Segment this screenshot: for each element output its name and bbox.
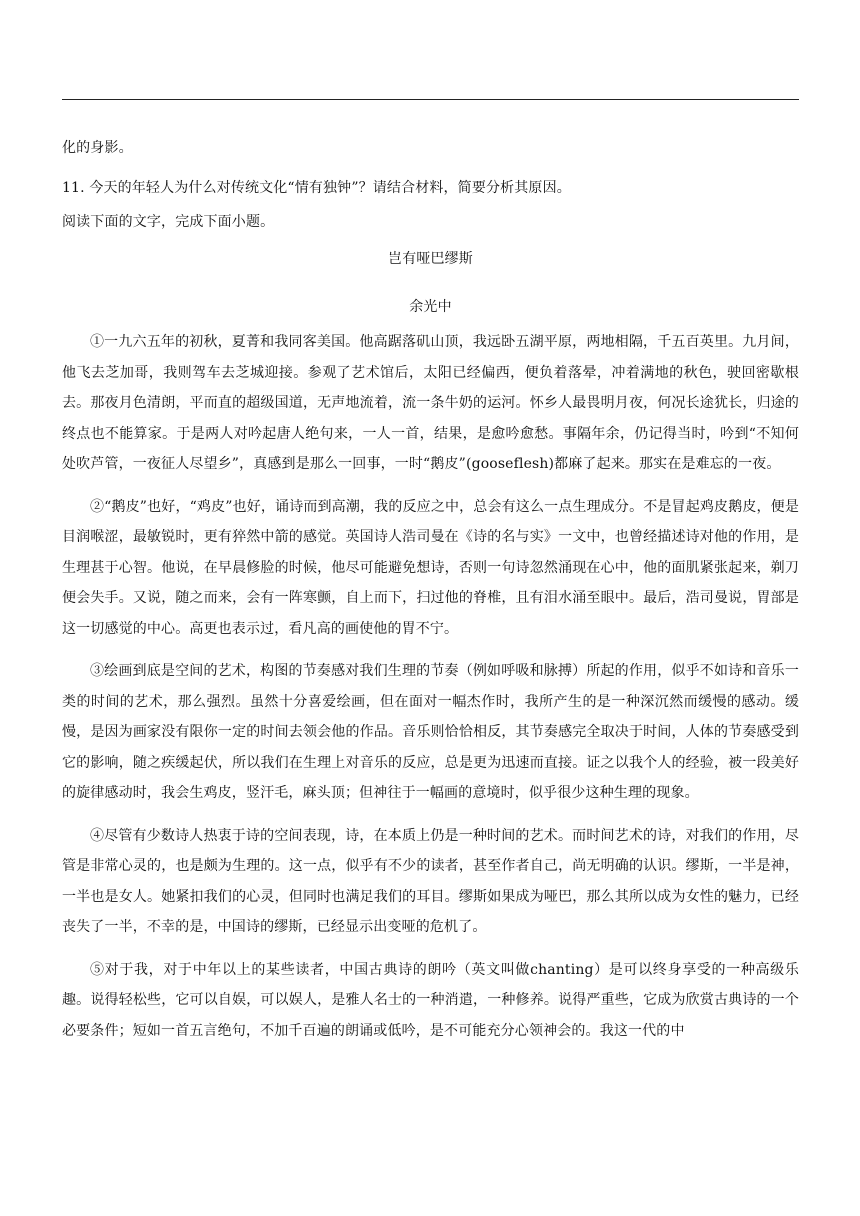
article-author: 余光中 — [409, 299, 452, 315]
reading-instruction: 阅读下面的文字，完成下面小题。 — [62, 214, 275, 230]
paragraph-3: ③绘画到底是空间的艺术，构图的节奏感对我们生理的节奏（例如呼吸和脉搏）所起的作用，似乎不如诗和音乐一类的时间的艺术，那么强烈。虽然十分喜爱绘画，但在面对一幅杰作时，我所产生的是一种深沉然而缓慢的感动。缓慢，是因为画家没有限你一定的时间去领会他的作品。音乐则恰恰相反，其节奏感完全取决于时间，人体的节奏感受到它的影响，随之疾缓起伏，所以我们在生理上对音乐的反应，总是更为迅速而直接。证之以我个人的经验，被一段美好的旋律感动时，我会生鸡皮，竖汗毛，麻头顶；但神往于一幅画的意境时，似乎很少这种生理的现象。 — [62, 663, 799, 801]
continued-text: 化的身影。 — [62, 140, 133, 156]
paragraph-1: ①一九六五年的初秋，夏菁和我同客美国。他高踞落矶山顶，我远卧五湖平原，两地相隔，千五百英里。九月间，他飞去芝加哥，我则驾车去芝城迎接。参观了艺术馆后，太阳已经偏西，便负着落晕，冲着满地的秋色，驶回密歇根去。那夜月色清朗，平而直的超级国道，无声地流着，流一条牛奶的运河。怀乡人最畏明月夜，何况长途犹长，归途的终点也不能算家。于是两人对吟起唐人绝句来，一人一首，结果，是愈吟愈愁。事隔年余，仍记得当时，吟到“不知何处吹芦管，一夜征人尽望乡”，真感到是那么一回事，一时“鹅皮”(gooseflesh)都麻了起来。那实在是难忘的一夜。 — [62, 334, 799, 472]
paragraph-5: ⑤对于我，对于中年以上的某些读者，中国古典诗的朗吟（英文叫做chanting）是可以终身享受的一种高级乐趣。说得轻松些，它可以自娱，可以娱人，是雅人名士的一种消遣，一种修养。说得严重些，它成为欣赏古典诗的一个必要条件；短如一首五言绝句，不加千百遍的朗诵或低吟，是不可能充分心领神会的。我这一代的中 — [62, 961, 799, 1039]
question-11: 11. 今天的年轻人为什么对传统文化“情有独钟”？请结合材料，简要分析其原因。 — [62, 180, 571, 196]
paragraph-2: ②“鹅皮”也好，“鸡皮”也好，诵诗而到高潮，我的反应之中，总会有这么一点生理成分。不是冒起鸡皮鹅皮，便是目润喉涩，最敏锐时，更有猝然中箭的感觉。英国诗人浩司曼在《诗的名与实》一文中，也曾经描述诗对他的作用，是生理甚于心智。他说，在早晨修脸的时候，他尽可能避免想诗，否则一句诗忽然涌现在心中，他的面肌紧张起来，剃刀便会失手。又说，随之而来，会有一阵寒颤，自上而下，扫过他的脊椎，且有泪水涌至眼中。最后，浩司曼说，胃部是这一切感觉的中心。高更也表示过，看凡高的画使他的胃不宁。 — [62, 498, 799, 637]
paragraph-4: ④尽管有少数诗人热衷于诗的空间表现，诗，在本质上仍是一种时间的艺术。而时间艺术的诗，对我们的作用，尽管是非常心灵的，也是颇为生理的。这一点，似乎有不少的读者，甚至作者自己，尚无明确的认识。缪斯，一半是神，一半也是女人。她紧扣我们的心灵，但同时也满足我们的耳目。缪斯如果成为哑巴，那么其所以成为女性的魅力，已经丧失了一半，不幸的是，中国诗的缪斯，已经显示出变哑的危机了。 — [62, 827, 799, 935]
document-body — [62, 135, 799, 1058]
header-rule — [62, 99, 799, 100]
article-title: 岂有哑巴缪斯 — [388, 251, 473, 267]
